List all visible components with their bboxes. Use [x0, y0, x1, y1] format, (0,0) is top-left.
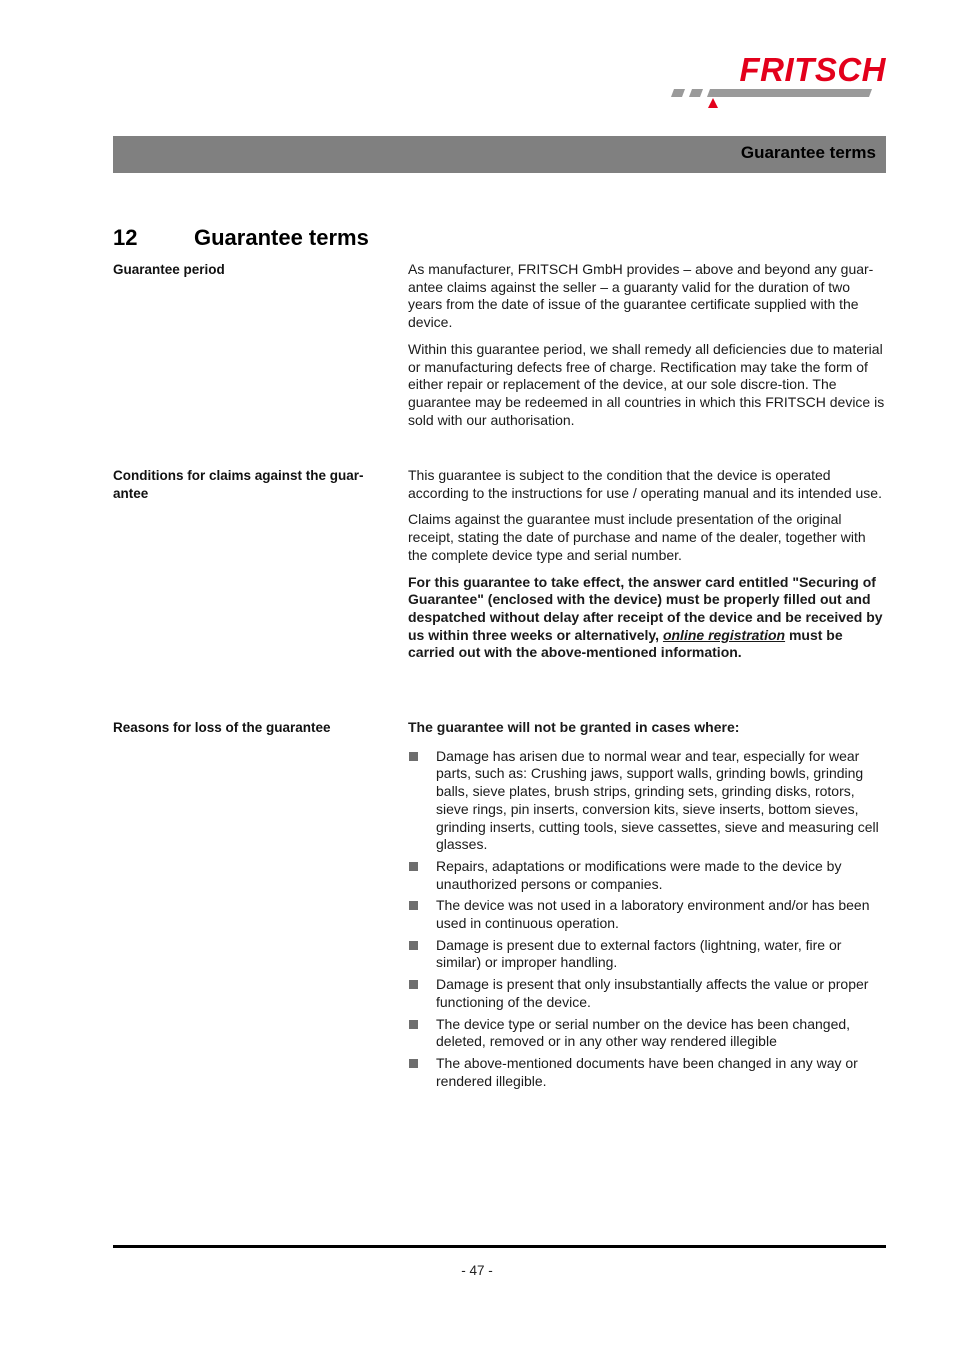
square-bullet-icon: [409, 980, 418, 989]
chapter-heading: [113, 223, 369, 253]
paragraph: Within this guarantee period, we shall remedy all deficiencies due to material or manufacturing defects free of charge. Rectification may take the form of either repair or replacement of the device, at our sole discre-tion. The guarantee may be redeemed in all countries in which this FRITSCH device is sold with our authorisation.: [408, 340, 885, 428]
chapter-number: 12: [113, 225, 138, 250]
paragraph: Claims against the guarantee must include presentation of the original receipt, stating the date of purchase and name of the dealer, together with the complete device type and serial number.: [408, 511, 866, 563]
square-bullet-icon: [409, 862, 418, 871]
square-bullet-icon: [409, 752, 418, 761]
list-item-text: The device type or serial number on the device has been changed, deleted, removed or in any other way rendered illegible: [436, 1015, 851, 1050]
list-item: [408, 937, 886, 972]
list-item: [408, 1016, 886, 1051]
logo-bars-icon: [668, 86, 888, 110]
section-label-loss: Reasons for loss of the guarantee: [113, 720, 331, 735]
section-guarantee-period: [408, 261, 886, 438]
list-item-text: Damage is present that only insubstantially affects the value or proper functioning of the device.: [436, 976, 869, 1010]
list-item: [408, 897, 886, 932]
square-bullet-icon: [409, 1059, 418, 1068]
online-registration-link[interactable]: online registration: [662, 626, 786, 643]
section-label-conditions: Conditions for claims against the guar-antee: [113, 468, 364, 501]
square-bullet-icon: [409, 1020, 418, 1029]
section-conditions: [408, 467, 886, 671]
paragraph: As manufacturer, FRITSCH GmbH provides – above and beyond any guar-antee claims against the seller – a guaranty valid for the duration of two years from the date of issue of the guarantee certificate supplied with the device.: [408, 261, 874, 331]
section-loss: [408, 719, 886, 1094]
registration-note-text: For this guarantee to take effect, the answer card entitled "Securing of Guarantee" (enclosed with the device) must be properly filled out and despatched without delay after receipt of the device and be received by us within three weeks or alternatively,: [408, 573, 883, 643]
list-item-text: The above-mentioned documents have been changed in any way or rendered illegible.: [436, 1054, 858, 1089]
logo-wordmark: FRITSCH: [739, 51, 886, 88]
registration-note-text-end: must be carried out with the above-mentioned information.: [408, 626, 843, 661]
paragraph: This guarantee is subject to the condition that the device is operated according to the instructions for use / operating manual and its intended use.: [408, 467, 882, 501]
list-item: [408, 748, 886, 854]
list-item-text: Damage has arisen due to normal wear and tear, especially for wear parts, such as: Crushing jaws, support walls, grinding bowls, grinding balls, sieve plates, brush strips, grinding sets, grinding disks, rotors, sieve rings, pin inserts, conversion kits, sieve inserts, bottom sieves, grinding inserts, cutting tools, sieve cassettes, sieve and measuring cell glasses.: [436, 747, 879, 853]
square-bullet-icon: [409, 901, 418, 910]
chapter-title: Guarantee terms: [194, 225, 369, 250]
header-title: Guarantee terms: [740, 143, 876, 162]
square-bullet-icon: [409, 941, 418, 950]
list-item: [408, 976, 886, 1011]
footer-divider: [113, 1245, 886, 1248]
page-number: - 47 -: [461, 1263, 493, 1278]
section-label-guarantee-period: Guarantee period: [113, 262, 225, 277]
loss-reasons-list: [408, 748, 886, 1091]
header-bar: [113, 136, 886, 173]
list-item: [408, 858, 886, 893]
fritsch-logo: [668, 50, 888, 112]
list-item: [408, 1055, 886, 1090]
list-item-text: Damage is present due to external factors (lightning, water, fire or similar) or improper handling.: [436, 936, 842, 971]
list-item-text: Repairs, adaptations or modifications were made to the device by unauthorized persons or companies.: [436, 857, 842, 892]
list-item-text: The device was not used in a laboratory environment and/or has been used in continuous operation.: [436, 897, 870, 932]
loss-intro: The guarantee will not be granted in cases where:: [408, 719, 740, 735]
registration-note: [408, 574, 886, 663]
